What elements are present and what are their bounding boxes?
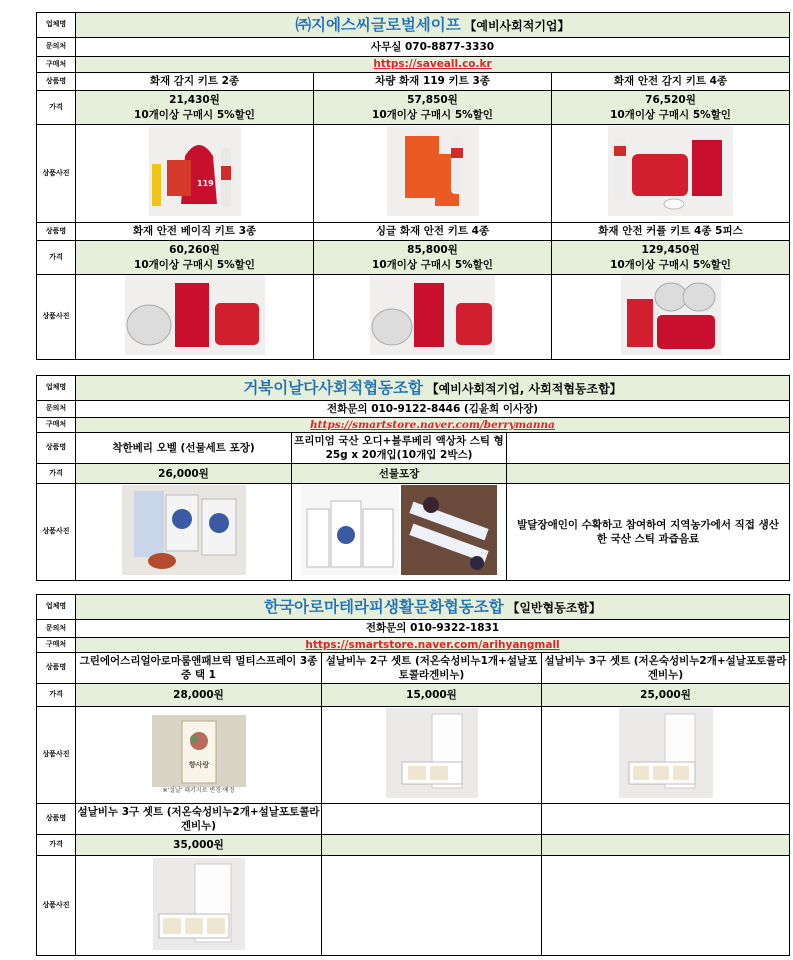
label-company: 업체명	[37, 376, 76, 401]
label-product: 상품명	[37, 223, 76, 241]
company-block-3	[36, 594, 789, 956]
company-tag: 【일반협동조합】	[507, 600, 601, 615]
label-photo: 상품사진	[37, 125, 76, 223]
contact-value: 사무실 070-8877-3330	[76, 38, 790, 57]
product-photo-cell	[322, 707, 542, 804]
label-photo: 상품사진	[37, 275, 76, 360]
company-block-2	[36, 375, 789, 581]
product-name: 화재 안전 커플 키트 4종 5피스	[552, 223, 790, 241]
product-name: 설날비누 3구 셋트 (저온숙성비누2개+설날포토콜라겐비누)	[76, 804, 322, 835]
empty-cell	[542, 804, 790, 835]
label-contact: 문의처	[37, 38, 76, 57]
company-name-cell	[76, 13, 790, 38]
product-name: 차량 화재 119 키트 3종	[314, 73, 552, 91]
product-name: 싱글 화재 안전 키트 4종	[314, 223, 552, 241]
fire-detection-kit-photo	[149, 126, 241, 216]
price-cell: 35,000원	[76, 835, 322, 856]
company-name-cell	[76, 376, 790, 401]
company-tag: 【예비사회적기업】	[464, 18, 570, 33]
price-cell: 60,260원 10개이상 구매시 5%할인	[76, 241, 314, 275]
empty-cell	[322, 835, 542, 856]
price-cell: 25,000원	[542, 684, 790, 707]
price-cell: 76,520원 10개이상 구매시 5%할인	[552, 91, 790, 125]
product-name: 착한베리 오벨 (선물세트 포장)	[76, 433, 292, 464]
company-block-1	[36, 12, 789, 360]
company-name: 한국아로마테라피생활문화협동조합	[264, 597, 504, 616]
product-photo-cell	[314, 275, 552, 360]
product-photo-cell	[314, 125, 552, 223]
product-name: 그린에어스리얼아로마룸앤패브릭 멀티스프레이 3종 중 택 1	[76, 653, 322, 684]
photo-caption: ※'설날' 패키지로 변경 예정	[162, 787, 235, 795]
label-contact: 문의처	[37, 620, 76, 638]
product-photo-cell	[76, 484, 292, 581]
couple-kit-photo	[621, 275, 721, 355]
product-description: 발달장애인이 수확하고 참여하여 지역농가에서 직접 생산한 국산 스틱 과즙음료	[517, 519, 779, 546]
product-name: 설날비누 2구 셋트 (저온숙성비누1개+설날포토콜라겐비누)	[322, 653, 542, 684]
label-price: 가격	[37, 684, 76, 707]
label-price: 가격	[37, 464, 76, 484]
product-photo-cell	[76, 707, 322, 804]
single-kit-photo	[370, 275, 495, 355]
svg-text:향사랑: 향사랑	[188, 760, 209, 770]
product-photo-cell	[76, 856, 322, 956]
label-purchase: 구매처	[37, 57, 76, 73]
product-name: 화재 안전 감지 키트 4종	[552, 73, 790, 91]
berry-gift-set-photo	[122, 485, 246, 575]
purchase-link[interactable]: https://saveall.co.kr	[373, 58, 492, 71]
price-cell: 26,000원	[76, 464, 292, 484]
label-price: 가격	[37, 241, 76, 275]
empty-cell	[542, 835, 790, 856]
price-cell: 129,450원 10개이상 구매시 5%할인	[552, 241, 790, 275]
basic-kit-photo	[125, 275, 265, 355]
price-cell: 85,800원 10개이상 구매시 5%할인	[314, 241, 552, 275]
product-photo-cell	[552, 275, 790, 360]
empty-cell	[542, 856, 790, 956]
product-name: 프리미엄 국산 오디+블루베리 액상차 스틱 형 25g x 20개입(10개입 2박스)	[292, 433, 507, 464]
label-company: 업체명	[37, 13, 76, 38]
product-description-cell	[507, 484, 790, 581]
empty-cell	[322, 856, 542, 956]
empty-cell	[322, 804, 542, 835]
product-photo-cell	[552, 125, 790, 223]
label-price: 가격	[37, 835, 76, 856]
label-photo: 상품사진	[37, 856, 76, 956]
label-contact: 문의처	[37, 401, 76, 418]
label-company: 업체명	[37, 595, 76, 620]
product-photo-cell	[76, 275, 314, 360]
label-photo: 상품사진	[37, 707, 76, 804]
label-price: 가격	[37, 91, 76, 125]
product-photo-cell	[292, 484, 507, 581]
label-purchase: 구매처	[37, 638, 76, 653]
label-product: 상품명	[37, 653, 76, 684]
aroma-spray-photo	[152, 715, 246, 787]
fire-safety-detection-kit-photo	[608, 126, 733, 216]
price-cell: 선물포장	[292, 464, 507, 484]
product-name: 화재 안전 베이직 키트 3종	[76, 223, 314, 241]
soap-3-set-photo	[619, 708, 713, 798]
purchase-link[interactable]: https://smartstore.naver.com/arihyangmall	[305, 639, 560, 651]
company-tag: 【예비사회적기업, 사회적협동조합】	[426, 381, 622, 396]
purchase-link[interactable]: https://smartstore.naver.com/berrymanna	[310, 419, 555, 431]
contact-value: 전화문의 010-9122-8446 (김윤희 이사장)	[76, 401, 790, 418]
price-cell: 57,850원 10개이상 구매시 5%할인	[314, 91, 552, 125]
company-name-cell	[76, 595, 790, 620]
label-product: 상품명	[37, 433, 76, 464]
product-photo-cell	[542, 707, 790, 804]
product-photo-cell	[76, 125, 314, 223]
soap-2-set-photo	[386, 708, 478, 798]
company-name: ㈜지에스씨글로벌세이프	[295, 15, 461, 34]
product-name: 설날비누 3구 셋트 (저온숙성비누2개+설날포토콜라겐비누)	[542, 653, 790, 684]
empty-cell	[507, 464, 790, 484]
label-purchase: 구매처	[37, 418, 76, 433]
label-product: 상품명	[37, 73, 76, 91]
berry-stick-photo	[301, 485, 497, 575]
company-name: 거북이날다사회적협동조합	[243, 378, 423, 397]
label-photo: 상품사진	[37, 484, 76, 581]
svg-text:119: 119	[196, 179, 214, 189]
soap-3-set-photo-2	[153, 858, 245, 950]
label-product: 상품명	[37, 804, 76, 835]
empty-cell	[507, 433, 790, 464]
vehicle-fire-kit-photo	[387, 126, 479, 216]
price-cell: 21,430원 10개이상 구매시 5%할인	[76, 91, 314, 125]
price-cell: 15,000원	[322, 684, 542, 707]
contact-value: 전화문의 010-9322-1831	[76, 620, 790, 638]
product-name: 화재 감지 키트 2종	[76, 73, 314, 91]
price-cell: 28,000원	[76, 684, 322, 707]
